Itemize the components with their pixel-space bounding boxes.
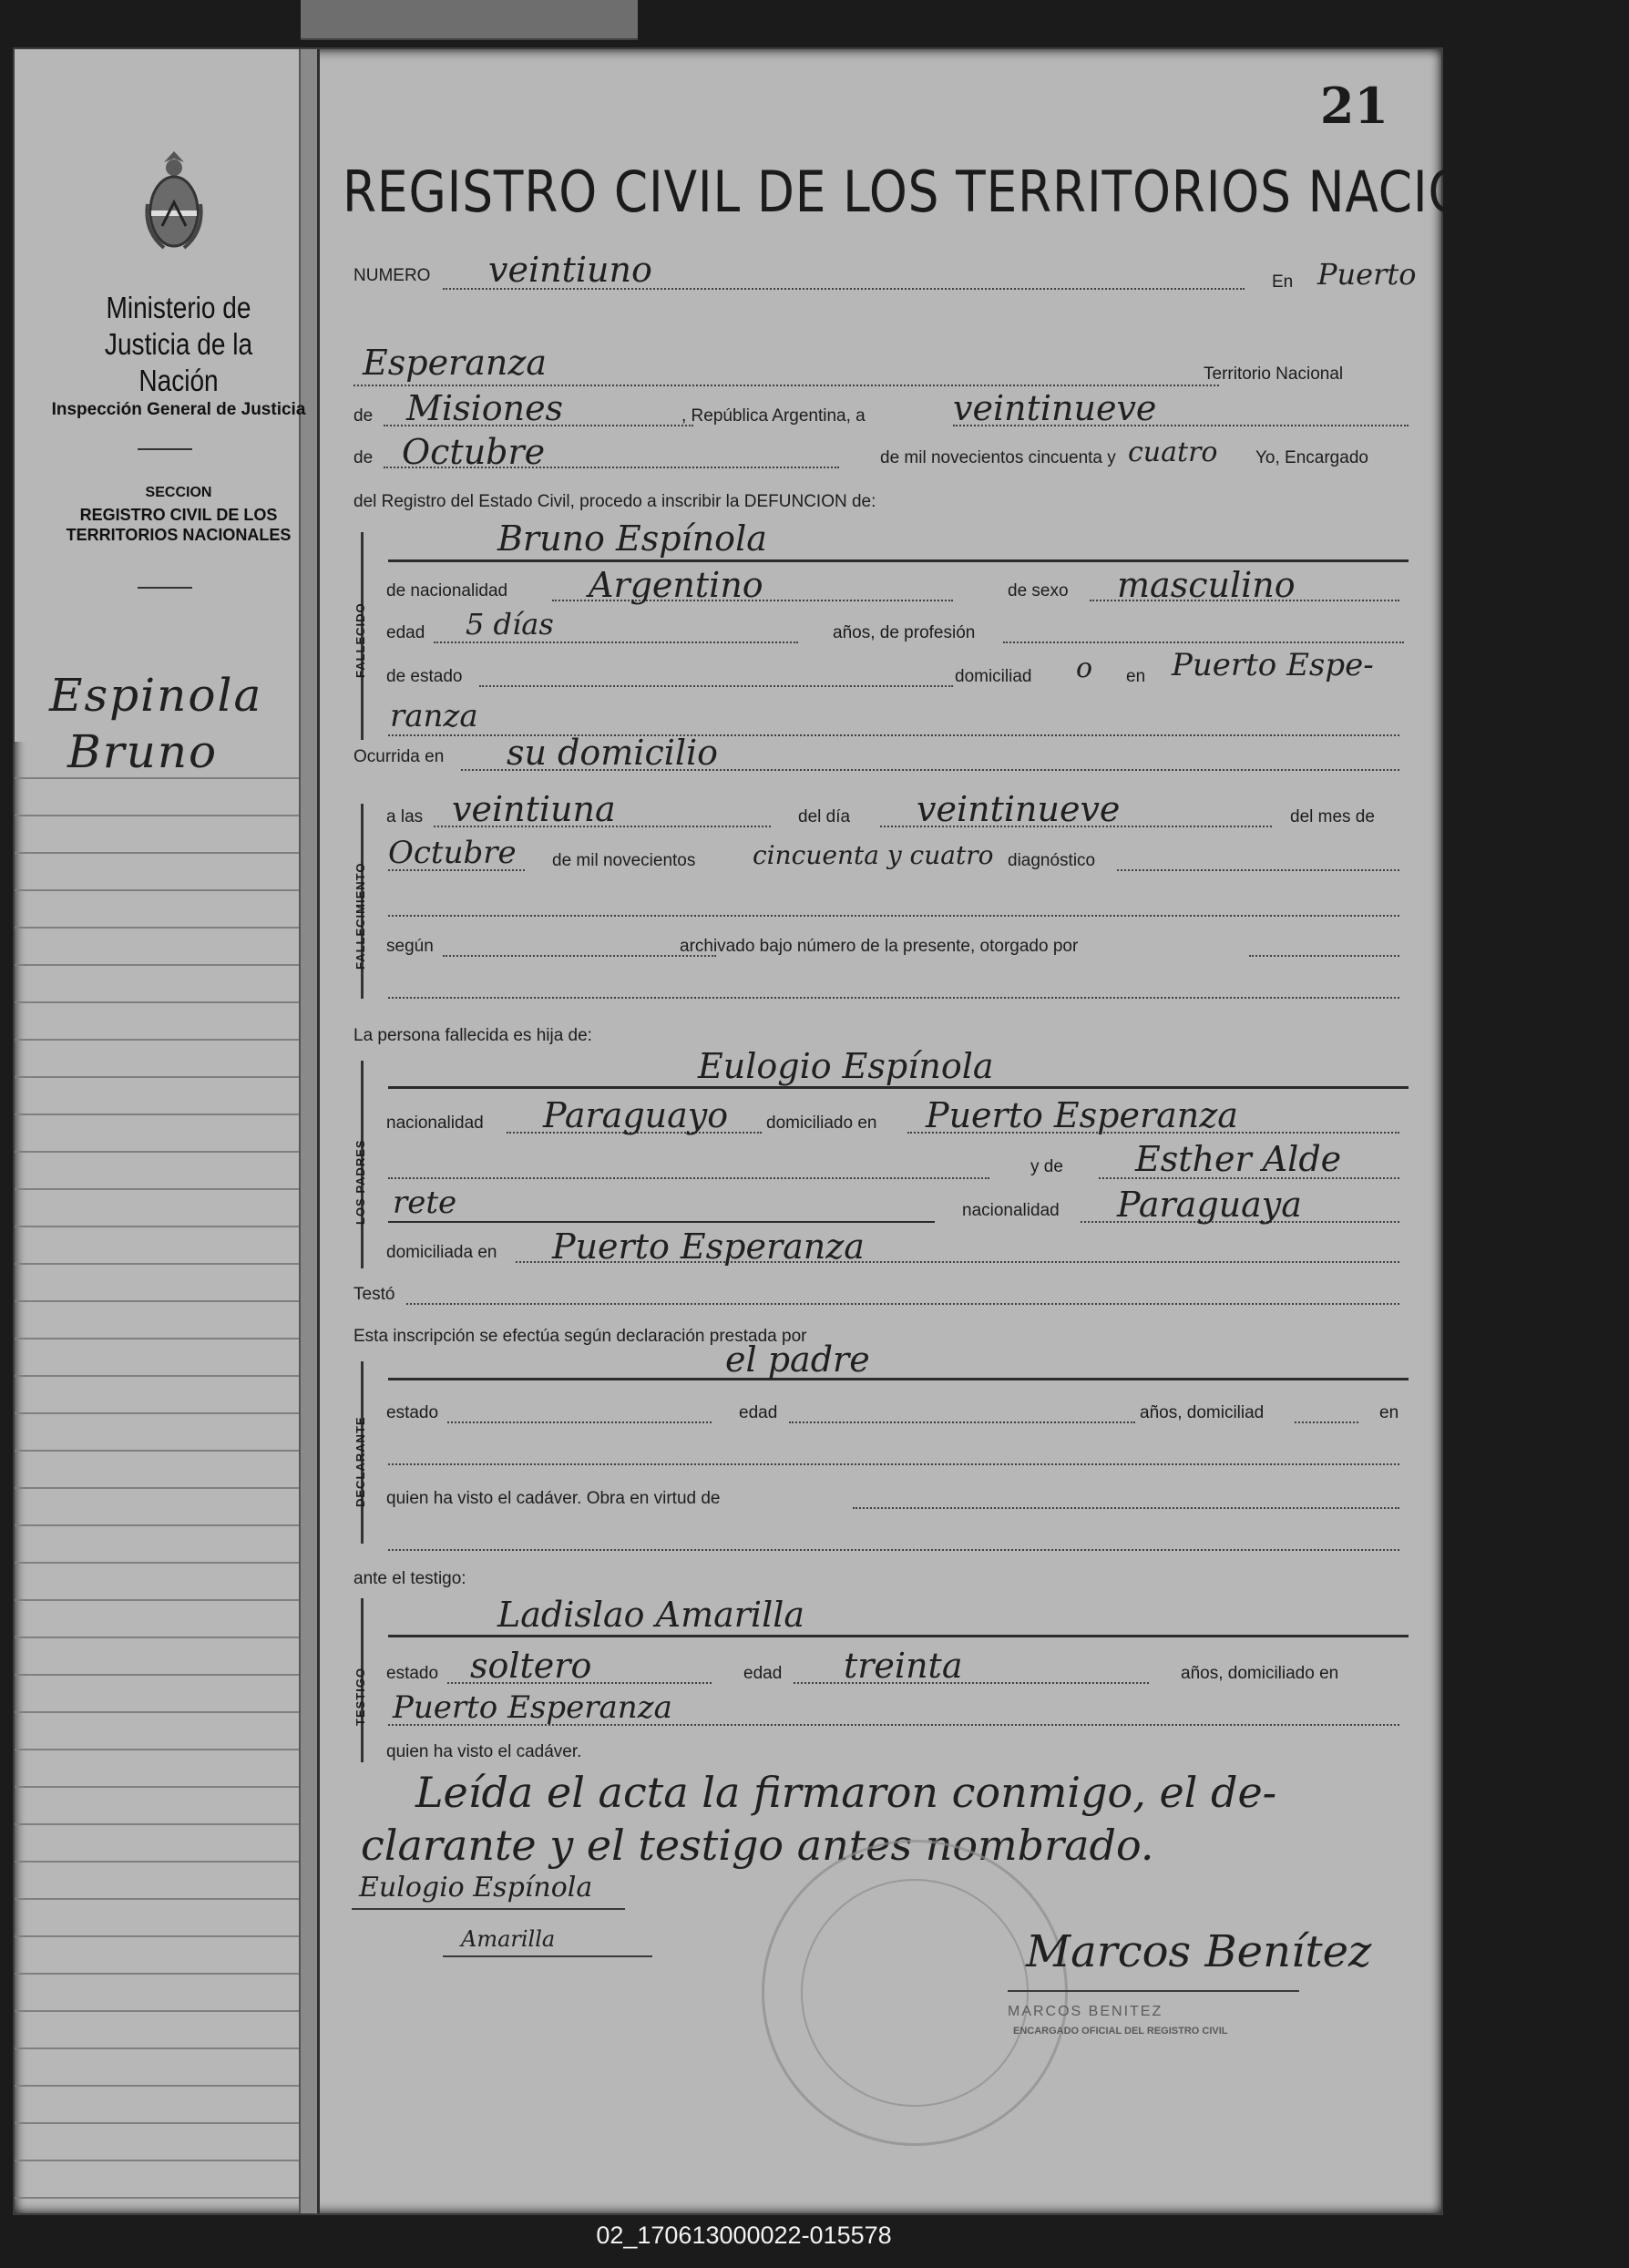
signature-officer: Marcos Benítez <box>1026 1926 1372 1977</box>
testigo-domicilio-label: años, domiciliado en <box>1181 1664 1339 1683</box>
estado-label: de estado <box>386 667 463 686</box>
padre-domicilio-value: Puerto Esperanza <box>926 1095 1238 1135</box>
hora-value: veintiuna <box>452 789 616 829</box>
diagnostico-label: diagnóstico <box>1008 851 1096 870</box>
year-label: de mil novecientos cincuenta y <box>880 448 1116 467</box>
testigo-side-label: TESTIGO <box>353 1667 367 1726</box>
declarante-value: el padre <box>725 1339 870 1380</box>
edad-line <box>434 641 798 643</box>
testigo-edad-value: treinta <box>844 1646 963 1686</box>
testigo-domicilio-value: Puerto Esperanza <box>393 1689 672 1726</box>
signature-declarante: Eulogio Espínola <box>359 1872 593 1904</box>
official-seal-stamp <box>762 1840 1068 2146</box>
a-las-label: a las <box>386 807 424 826</box>
profesion-line <box>1003 641 1404 643</box>
inspection-label: Inspección General de Justicia <box>51 400 306 419</box>
mes-value: Octubre <box>388 835 517 871</box>
madre-value-2-line <box>388 1221 935 1223</box>
declarante-en-label: en <box>1379 1403 1399 1422</box>
year-value: cuatro <box>1128 436 1218 468</box>
declarante-intro: Esta inscripción se efectúa según declaración prestada por <box>353 1327 807 1346</box>
register-page <box>13 47 1629 2215</box>
domiciliada-label: domiciliada en <box>386 1243 497 1262</box>
de2-label: de <box>353 448 374 467</box>
madre-domicilio-value: Puerto Esperanza <box>552 1226 865 1267</box>
official-title: ENCARGADO OFICIAL DEL REGISTRO CIVIL <box>1013 2026 1228 2037</box>
de-label: de <box>353 406 374 426</box>
page-title: REGISTRO CIVIL DE LOS TERRITORIOS NACIONALES <box>343 159 1629 225</box>
left-margin-column <box>15 49 320 2213</box>
diagnostico-line-2 <box>388 915 1399 917</box>
declarante-line-2 <box>388 1463 1399 1465</box>
obra-line-2 <box>388 1549 1399 1551</box>
padre-nacionalidad-value: Paraguayo <box>543 1095 729 1135</box>
declarante-estado-line <box>447 1421 712 1423</box>
signature-witness: Amarilla <box>461 1926 556 1952</box>
mes-line <box>388 869 525 871</box>
divider <box>138 587 192 589</box>
declarante-edad-label: edad <box>739 1403 778 1422</box>
testo-label: Testó <box>353 1285 395 1304</box>
declarante-edad-line <box>789 1421 1135 1423</box>
madre-value-1: Esther Alde <box>1135 1139 1342 1179</box>
numero-label: NUMERO <box>353 266 431 285</box>
anio-value: cincuenta y cuatro <box>753 840 994 870</box>
testigo-name-line <box>388 1635 1409 1637</box>
registro-text: del Registro del Estado Civil, procedo a inscribir la DEFUNCION de: <box>353 492 876 511</box>
del-dia-label: del día <box>798 807 851 826</box>
territorio-label: Territorio Nacional <box>1204 364 1344 384</box>
territory-value: Misiones <box>406 388 564 428</box>
image-caption: 02_170613000022-015578 <box>596 2222 892 2249</box>
domicilio-en-label: en <box>1126 667 1146 686</box>
declarante-domicilio-line <box>1295 1421 1358 1423</box>
section-name: REGISTRO CIVIL DE LOS TERRITORIOS NACIONALES <box>66 506 292 544</box>
padres-side-label: LOS PADRES <box>353 1139 367 1225</box>
ministry-title: Ministerio de Justicia de la Nación <box>104 291 253 397</box>
domicilio-value-1: Puerto Espe- <box>1172 647 1374 683</box>
nacionalidad-value: Argentino <box>589 565 763 605</box>
place-line <box>353 385 1219 386</box>
domicilio-value-2: ranza <box>390 698 478 734</box>
padre-value: Eulogio Espínola <box>698 1046 994 1086</box>
numero-value: veintiuno <box>488 250 652 290</box>
day-value: veintinueve <box>953 388 1157 428</box>
madre-value-2: rete <box>393 1185 457 1221</box>
fallecimiento-side-label: FALLECIMIENTO <box>353 862 367 970</box>
republica-label: , República Argentina, a <box>681 406 866 426</box>
edad-label: edad <box>386 623 425 642</box>
sexo-value: masculino <box>1117 565 1296 605</box>
divider <box>138 448 192 450</box>
binding-clip <box>301 0 638 40</box>
page-spine-edge <box>299 49 317 2213</box>
section-label: SECCION <box>145 485 212 500</box>
estado-line <box>479 685 953 687</box>
ocurrida-label: Ocurrida en <box>353 747 445 766</box>
officer-signature-line <box>1008 1990 1299 1992</box>
testigo-edad-label: edad <box>743 1664 783 1683</box>
y-de-label: y de <box>1030 1157 1063 1176</box>
padres-intro: La persona fallecida es hija de: <box>353 1026 592 1045</box>
encargado-label: Yo, Encargado <box>1255 448 1368 467</box>
death-record-form <box>333 49 1629 2213</box>
declarante-domicilio-label: años, domiciliad <box>1140 1403 1265 1422</box>
closing-line-2: clarante y el testigo antes nombrado. <box>361 1821 1154 1870</box>
archivado-label: archivado bajo número de la presente, otorgado por <box>680 937 1079 956</box>
margin-given-name: Bruno <box>67 725 219 778</box>
nacionalidad-label: de nacionalidad <box>386 581 508 600</box>
ocurrida-value: su domicilio <box>507 733 719 773</box>
signature-witness-underline <box>443 1955 652 1957</box>
dia-value: veintinueve <box>917 789 1121 829</box>
madre-nacionalidad-label: nacionalidad <box>962 1201 1060 1220</box>
margin-surname: Espinola <box>49 669 263 722</box>
segun-line <box>443 955 716 957</box>
domicilio-label: domiciliad <box>955 667 1032 686</box>
madre-nacionalidad-value: Paraguaya <box>1117 1185 1302 1225</box>
segun-label: según <box>386 937 434 956</box>
declarante-cadaver-label: quien ha visto el cadáver. Obra en virtud de <box>386 1489 721 1508</box>
place-value-2: Esperanza <box>363 343 548 383</box>
padre-nacionalidad-label: nacionalidad <box>386 1113 484 1133</box>
place-value-1: Puerto <box>1317 257 1417 292</box>
testigo-intro: ante el testigo: <box>353 1569 466 1588</box>
fallecido-side-label: FALLECIDO <box>353 602 367 678</box>
archivado-line <box>1249 955 1399 957</box>
madre-pre-line <box>388 1177 989 1179</box>
declarante-estado-label: estado <box>386 1403 439 1422</box>
profesion-label: años, de profesión <box>833 623 976 642</box>
padre-name-line <box>388 1086 1409 1089</box>
national-coat-of-arms-icon <box>142 149 206 257</box>
fallecido-name-value: Bruno Espínola <box>497 518 767 559</box>
testo-line <box>406 1303 1399 1305</box>
archivado-line-2 <box>388 997 1399 999</box>
closing-line-1: Leída el acta la firmaron conmigo, el de- <box>415 1768 1277 1817</box>
page-number: 21 <box>1319 77 1388 135</box>
en-label: En <box>1272 272 1294 292</box>
edad-value: 5 días <box>466 607 554 641</box>
padre-domiciliado-label: domiciliado en <box>766 1113 877 1133</box>
testigo-estado-value: soltero <box>470 1646 592 1686</box>
diagnostico-line <box>1117 869 1399 871</box>
fallecido-name-line <box>388 559 1409 562</box>
obra-line <box>853 1507 1399 1509</box>
official-name: MARCOS BENITEZ <box>1008 2004 1163 2019</box>
sexo-label: de sexo <box>1008 581 1069 600</box>
signature-declarante-underline <box>352 1908 625 1910</box>
testigo-estado-label: estado <box>386 1664 439 1683</box>
month-value: Octubre <box>402 432 546 472</box>
anio-label: de mil novecientos <box>552 851 696 870</box>
domicilio-suffix: o <box>1076 652 1093 684</box>
declarante-side-label: DECLARANTE <box>353 1416 367 1507</box>
declarante-line <box>388 1378 1409 1380</box>
del-mes-label: del mes de <box>1290 807 1375 826</box>
testigo-cadaver-label: quien ha visto el cadáver. <box>386 1742 582 1761</box>
testigo-name-value: Ladislao Amarilla <box>497 1595 805 1635</box>
